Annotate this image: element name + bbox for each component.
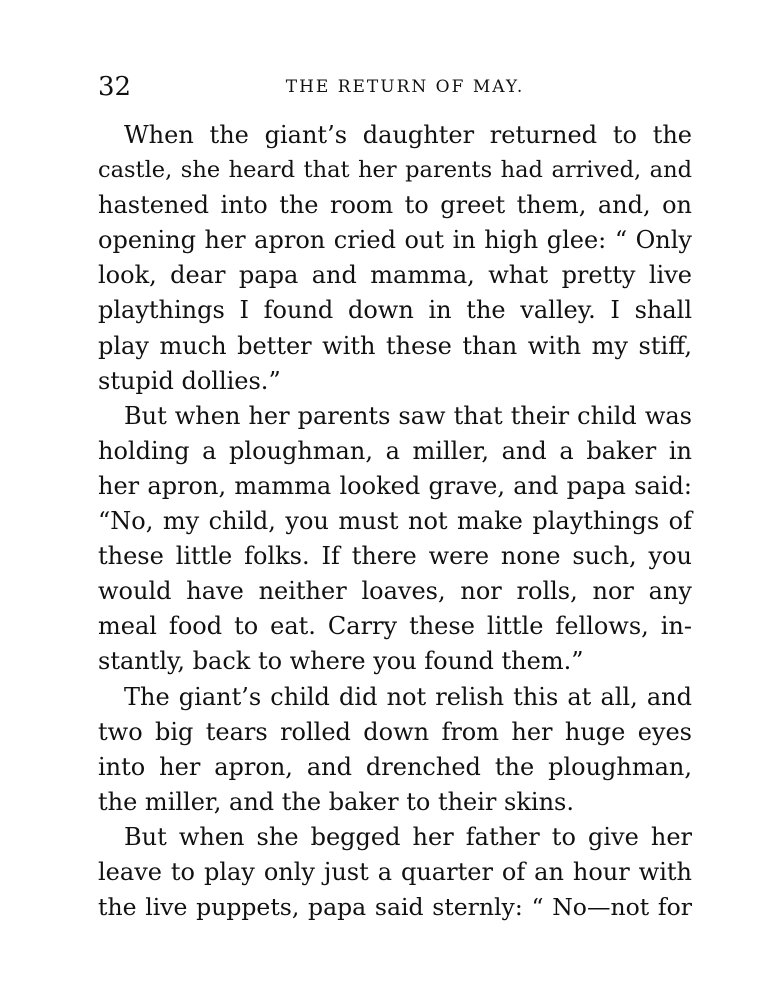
page-number: 32 bbox=[98, 72, 132, 102]
text-line: stantly, back to where you found them.” bbox=[98, 647, 584, 676]
text-line: The giant’s child did not relish this at all, and bbox=[124, 682, 692, 711]
text-line: into her apron, and drenched the ploughman, bbox=[98, 752, 692, 781]
text-line: hastened into the room to greet them, and, on bbox=[98, 191, 692, 220]
text-line: castle, she heard that her parents had arrived, and bbox=[98, 157, 692, 184]
text-line: the live puppets, papa said sternly: “ No—not for bbox=[98, 893, 692, 922]
text-line: leave to play only just a quarter of an hour with bbox=[98, 857, 692, 886]
page-header bbox=[98, 70, 692, 104]
text-line: holding a ploughman, a miller, and a baker in bbox=[98, 436, 692, 465]
text-line: look, dear papa and mamma, what pretty live bbox=[98, 261, 692, 290]
running-title: THE RETURN OF MAY. bbox=[285, 77, 525, 97]
text-line: “No, my child, you must not make playthings of bbox=[98, 507, 692, 536]
text-line: these little folks. If there were none such, you bbox=[98, 542, 692, 571]
text-line: her apron, mamma looked grave, and papa said: bbox=[98, 471, 692, 500]
text-line: play much better with these than with my stiff, bbox=[98, 331, 692, 360]
body-text bbox=[98, 118, 692, 925]
text-line: playthings I found down in the valley. I shall bbox=[98, 296, 692, 325]
text-line: would have neither loaves, nor rolls, nor any bbox=[98, 577, 692, 606]
text-line: meal food to eat. Carry these little fellows, in- bbox=[98, 612, 692, 641]
text-line: opening her apron cried out in high glee: “ Only bbox=[98, 226, 692, 255]
text-line: But when her parents saw that their child was bbox=[124, 401, 692, 430]
text-line: the miller, and the baker to their skins. bbox=[98, 787, 574, 816]
text-line: two big tears rolled down from her huge eyes bbox=[98, 717, 692, 746]
text-line: When the giant’s daughter returned to the bbox=[124, 121, 692, 149]
text-line: stupid dollies.” bbox=[98, 366, 281, 395]
text-line: But when she begged her father to give her bbox=[124, 822, 692, 851]
